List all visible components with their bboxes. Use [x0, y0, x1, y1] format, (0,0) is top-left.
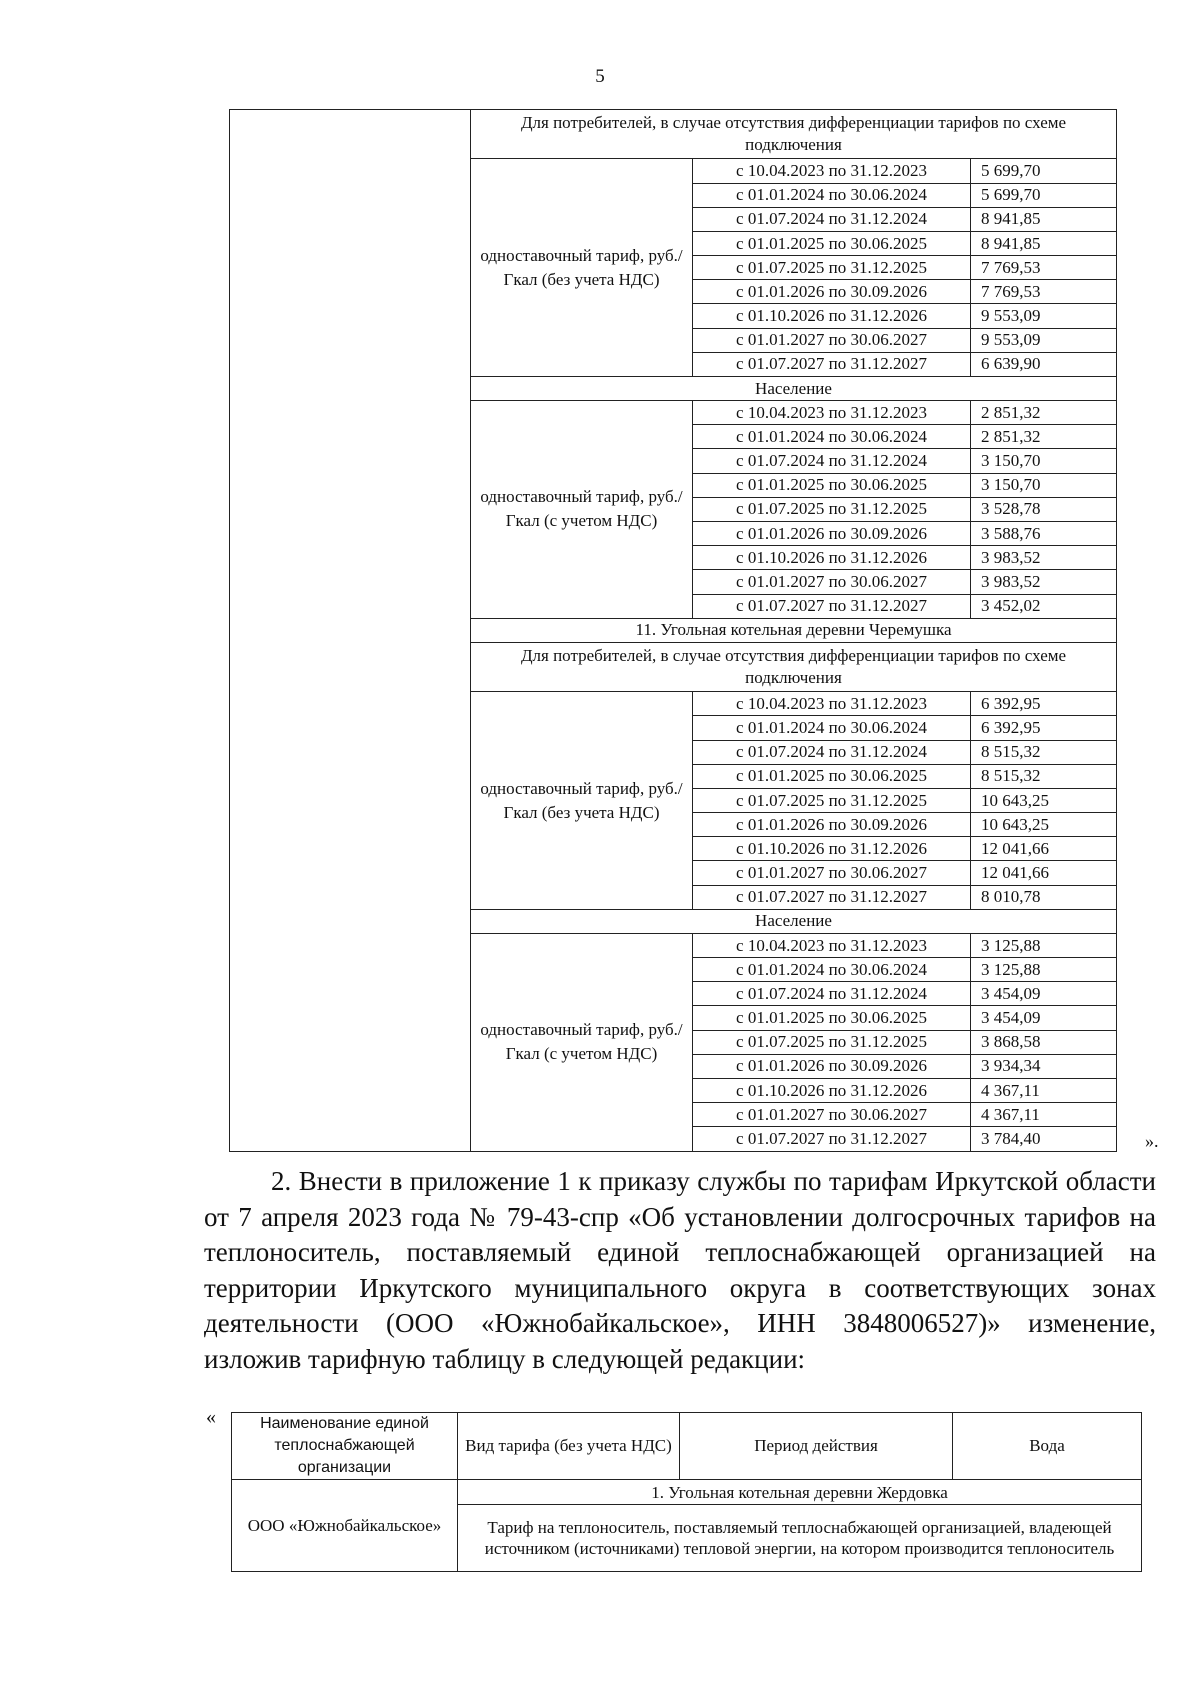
tariff-type-cell: одноставочный тариф, руб./Гкал (без учета НДС): [471, 692, 693, 910]
section-header: Население: [471, 376, 1117, 400]
period-cell: с 01.07.2025 по 31.12.2025: [693, 497, 971, 521]
tariff-type-cell: одноставочный тариф, руб./Гкал (с учетом НДС): [471, 933, 693, 1151]
tariff-value-cell: 2 851,32: [971, 401, 1117, 425]
tariff-value-cell: 3 528,78: [971, 497, 1117, 521]
section-header: 11. Угольная котельная деревни Черемушка: [471, 618, 1117, 642]
period-cell: с 01.01.2024 по 30.06.2024: [693, 958, 971, 982]
period-cell: с 10.04.2023 по 31.12.2023: [693, 933, 971, 957]
period-cell: с 01.07.2024 по 31.12.2024: [693, 740, 971, 764]
tariff-value-cell: 3 454,09: [971, 982, 1117, 1006]
period-cell: с 01.01.2027 по 30.06.2027: [693, 1103, 971, 1127]
tariff-value-cell: 10 643,25: [971, 788, 1117, 812]
org-name-cell: ООО «Южнобайкальское»: [232, 1480, 458, 1572]
tariff-value-cell: 6 639,90: [971, 352, 1117, 376]
tariff-value-cell: 3 454,09: [971, 1006, 1117, 1030]
period-cell: с 01.01.2025 по 30.06.2025: [693, 764, 971, 788]
header-tariff-type: Вид тарифа (без учета НДС): [458, 1413, 680, 1480]
amendment-paragraph: 2. Внести в приложение 1 к приказу службы по тарифам Иркутской области от 7 апреля 2023 года № 79-43-спр «Об установлении долгосрочных тарифов на теплоноситель, поставляемый единой теплоснабжающей организацией на территории Иркутского муниципального округа в соответствующих зонах деятельности (ООО «Южнобайкальское», ИНН 3848006527)» изменение, изложив тарифную таблицу в следующей редакции:: [204, 1166, 1156, 1374]
tariff-value-cell: 3 452,02: [971, 594, 1117, 618]
opening-quote-mark: «: [206, 1406, 216, 1428]
tariff-value-cell: 8 515,32: [971, 764, 1117, 788]
period-cell: с 01.10.2026 по 31.12.2026: [693, 546, 971, 570]
tariff-value-cell: 5 699,70: [971, 159, 1117, 183]
tariff-value-cell: 3 983,52: [971, 570, 1117, 594]
tariff-value-cell: 12 041,66: [971, 861, 1117, 885]
tariff-value-cell: 9 553,09: [971, 328, 1117, 352]
period-cell: с 01.01.2026 по 30.09.2026: [693, 521, 971, 545]
tariff-value-cell: 8 941,85: [971, 207, 1117, 231]
tariff-value-cell: 7 769,53: [971, 256, 1117, 280]
section-header: Для потребителей, в случае отсутствия дифференциации тарифов по схеме подключения: [471, 642, 1117, 691]
tariff-value-cell: 3 125,88: [971, 958, 1117, 982]
period-cell: с 01.07.2027 по 31.12.2027: [693, 1127, 971, 1152]
section-header: Для потребителей, в случае отсутствия дифференциации тарифов по схеме подключения: [471, 110, 1117, 159]
tariff-value-cell: 3 983,52: [971, 546, 1117, 570]
tariff-value-cell: 3 784,40: [971, 1127, 1117, 1152]
header-org-name: Наименование единой теплоснабжающей организации: [232, 1413, 458, 1480]
tariff-value-cell: 3 934,34: [971, 1054, 1117, 1078]
section-title: 1. Угольная котельная деревни Жердовка: [458, 1480, 1142, 1505]
tariff-type-cell: одноставочный тариф, руб./Гкал (без учета НДС): [471, 159, 693, 377]
tariff-value-cell: 4 367,11: [971, 1103, 1117, 1127]
table-header-row: [232, 1413, 1142, 1480]
period-cell: с 01.01.2026 по 30.09.2026: [693, 1054, 971, 1078]
section-header: Население: [471, 909, 1117, 933]
organization-cell: [230, 110, 471, 1152]
period-cell: с 01.07.2025 по 31.12.2025: [693, 788, 971, 812]
tariff-value-cell: 3 588,76: [971, 521, 1117, 545]
tariff-value-cell: 5 699,70: [971, 183, 1117, 207]
period-cell: с 01.07.2024 по 31.12.2024: [693, 207, 971, 231]
coolant-tariff-table: [231, 1412, 1142, 1572]
tariff-value-cell: 10 643,25: [971, 813, 1117, 837]
period-cell: с 01.01.2025 по 30.06.2025: [693, 1006, 971, 1030]
section-note: Тариф на теплоноситель, поставляемый теплоснабжающей организацией, владеющей источником (источниками) тепловой энергии, на котором производится теплоноситель: [458, 1505, 1142, 1572]
period-cell: с 01.01.2027 по 30.06.2027: [693, 328, 971, 352]
period-cell: с 01.01.2024 по 30.06.2024: [693, 716, 971, 740]
period-cell: с 10.04.2023 по 31.12.2023: [693, 401, 971, 425]
period-cell: с 01.10.2026 по 31.12.2026: [693, 304, 971, 328]
period-cell: с 01.07.2027 по 31.12.2027: [693, 594, 971, 618]
tariff-table-continued: [229, 109, 1117, 1152]
period-cell: с 01.07.2025 по 31.12.2025: [693, 1030, 971, 1054]
period-cell: с 10.04.2023 по 31.12.2023: [693, 692, 971, 716]
header-period: Период действия: [680, 1413, 953, 1480]
period-cell: с 01.07.2024 по 31.12.2024: [693, 449, 971, 473]
tariff-value-cell: 7 769,53: [971, 280, 1117, 304]
tariff-value-cell: 6 392,95: [971, 716, 1117, 740]
tariff-value-cell: 3 868,58: [971, 1030, 1117, 1054]
period-cell: с 01.10.2026 по 31.12.2026: [693, 837, 971, 861]
tariff-value-cell: 3 125,88: [971, 933, 1117, 957]
period-cell: с 01.10.2026 по 31.12.2026: [693, 1079, 971, 1103]
tariff-value-cell: 2 851,32: [971, 425, 1117, 449]
section-header-row: [230, 110, 1117, 159]
tariff-value-cell: 4 367,11: [971, 1079, 1117, 1103]
period-cell: с 01.01.2026 по 30.09.2026: [693, 813, 971, 837]
tariff-value-cell: 3 150,70: [971, 449, 1117, 473]
period-cell: с 01.01.2027 по 30.06.2027: [693, 570, 971, 594]
closing-quote-mark: ».: [1145, 1131, 1159, 1151]
page-number: 5: [595, 66, 605, 87]
tariff-value-cell: 8 515,32: [971, 740, 1117, 764]
period-cell: с 01.01.2025 по 30.06.2025: [693, 473, 971, 497]
period-cell: с 01.01.2024 по 30.06.2024: [693, 183, 971, 207]
period-cell: с 01.01.2026 по 30.09.2026: [693, 280, 971, 304]
tariff-value-cell: 9 553,09: [971, 304, 1117, 328]
table-row: [232, 1480, 1142, 1505]
period-cell: с 01.01.2024 по 30.06.2024: [693, 425, 971, 449]
tariff-type-cell: одноставочный тариф, руб./Гкал (с учетом НДС): [471, 401, 693, 619]
period-cell: с 01.01.2025 по 30.06.2025: [693, 231, 971, 255]
period-cell: с 10.04.2023 по 31.12.2023: [693, 159, 971, 183]
tariff-value-cell: 12 041,66: [971, 837, 1117, 861]
tariff-value-cell: 8 010,78: [971, 885, 1117, 909]
period-cell: с 01.07.2025 по 31.12.2025: [693, 256, 971, 280]
tariff-value-cell: 3 150,70: [971, 473, 1117, 497]
period-cell: с 01.01.2027 по 30.06.2027: [693, 861, 971, 885]
period-cell: с 01.07.2024 по 31.12.2024: [693, 982, 971, 1006]
header-water: Вода: [953, 1413, 1142, 1480]
period-cell: с 01.07.2027 по 31.12.2027: [693, 352, 971, 376]
period-cell: с 01.07.2027 по 31.12.2027: [693, 885, 971, 909]
tariff-value-cell: 8 941,85: [971, 231, 1117, 255]
tariff-value-cell: 6 392,95: [971, 692, 1117, 716]
